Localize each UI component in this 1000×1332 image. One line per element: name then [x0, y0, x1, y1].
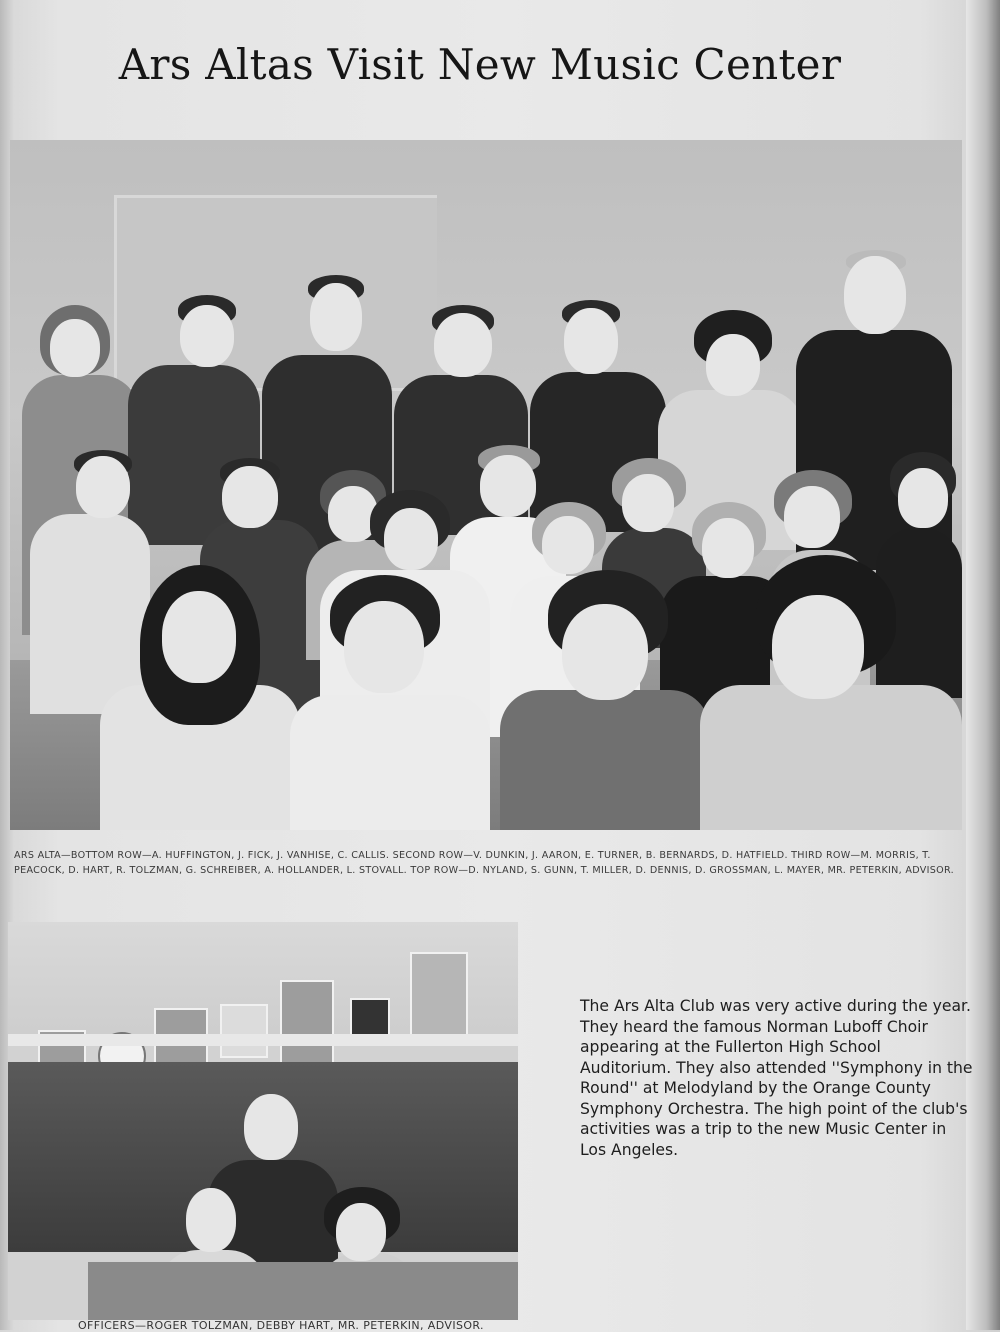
- wall-board: [114, 195, 437, 391]
- page-title: Ars Altas Visit New Music Center: [118, 40, 842, 89]
- article-text: The Ars Alta Club was very active during the year. They heard the famous Norman Luboff Choir appearing at the Fullerton High School Auditorium. They also attended ''Symphony in the Round'' at Melodyland by the Orange County Symphony Orchestra. The high point of the club's activities was a trip to the new Music Center in Los Angeles.: [580, 997, 973, 1159]
- desk: [88, 1262, 518, 1320]
- officers-photo: [8, 922, 518, 1320]
- group-photo: [10, 140, 962, 830]
- wall-poster: [350, 998, 390, 1036]
- wall-poster: [410, 952, 468, 1036]
- wall-poster: [280, 980, 334, 1064]
- chalk-ledge: [8, 1034, 518, 1046]
- group-photo-caption: ARS ALTA—BOTTOM ROW—A. HUFFINGTON, J. FICK, J. VANHISE, C. CALLIS. SECOND ROW—V. DUNKIN, J. AARON, E. TURNER, B. BERNARDS, D. HATFIELD. THIRD ROW—M. MORRIS, T. PEACOCK, D. HART, R. TOLZMAN, G. SCHREIBER, A. HOLLANDER, L. STOVALL. TOP ROW—D. NYLAND, S. GUNN, T. MILLER, D. DENNIS, D. GROSSMAN, L. MAYER, MR. PETERKIN, ADVISOR.: [14, 850, 954, 876]
- officers-photo-caption: OFFICERS—ROGER TOLZMAN, DEBBY HART, MR. PETERKIN, ADVISOR.: [78, 1319, 484, 1332]
- wall-poster: [220, 1004, 268, 1058]
